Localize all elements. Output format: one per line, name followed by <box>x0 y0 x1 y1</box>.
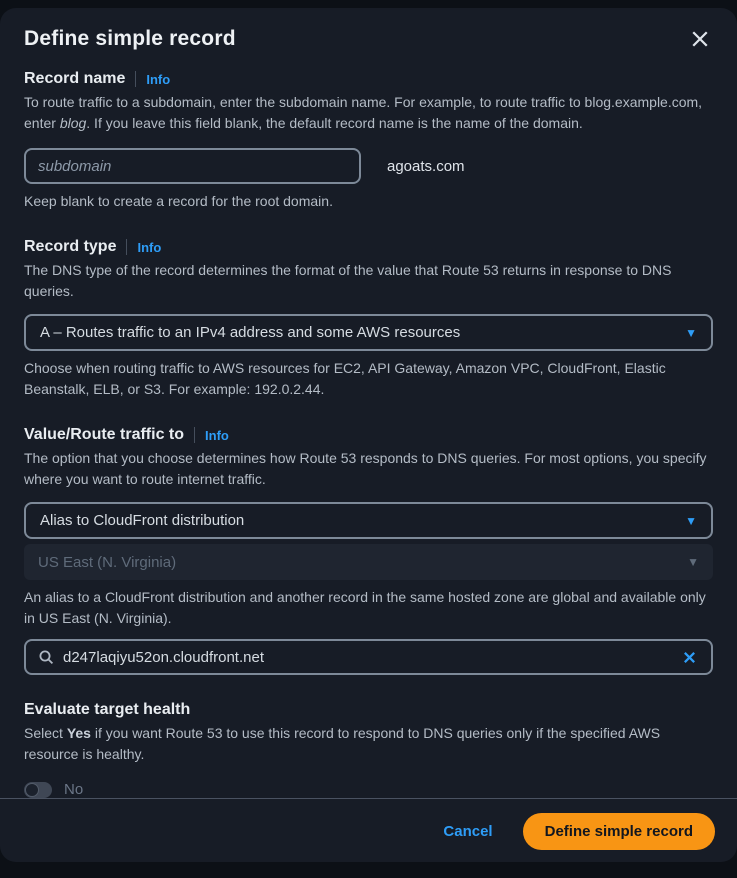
evaluate-health-label-row <box>24 701 713 719</box>
evaluate-health-description <box>24 723 713 765</box>
route-traffic-info-link[interactable]: Info <box>205 427 229 443</box>
record-type-label-row <box>24 238 713 256</box>
evaluate-health-desc-bold: Yes <box>66 725 91 741</box>
evaluate-health-desc-post: if you want Route 53 to use this record to respond to DNS queries only if the specified AWS resource is healthy. <box>24 725 661 762</box>
record-name-section <box>24 70 713 212</box>
region-select-disabled <box>24 544 713 580</box>
record-name-info-link[interactable]: Info <box>146 71 171 87</box>
region-selected-value: US East (N. Virginia) <box>38 553 177 571</box>
chevron-down-icon: ▼ <box>685 513 697 528</box>
record-name-description <box>24 92 713 134</box>
clear-x-icon <box>682 650 697 665</box>
toggle-knob-icon <box>25 783 39 797</box>
define-simple-record-dialog <box>0 8 737 862</box>
record-name-input-row <box>24 148 713 184</box>
record-type-description: The DNS type of the record determines the format of the value that Route 53 returns in response to DNS queries. <box>24 262 672 299</box>
record-name-hint: Keep blank to create a record for the root domain. <box>24 193 333 209</box>
record-name-desc-em: blog <box>59 115 87 131</box>
chevron-down-icon: ▼ <box>685 325 697 340</box>
record-name-desc-post: . If you leave this field blank, the default record name is the name of the domain. <box>86 115 583 131</box>
record-name-desc-pre: To route traffic to a subdomain, enter the subdomain name. For example, to route traffic to blog.example.com, enter <box>24 94 703 131</box>
route-traffic-description: The option that you choose determines how Route 53 responds to DNS queries. For most options, you specify where you want to route internet traffic. <box>24 450 707 487</box>
label-divider <box>194 427 195 443</box>
evaluate-health-toggle[interactable] <box>24 782 52 798</box>
domain-suffix: agoats.com <box>387 157 465 175</box>
dialog-body <box>0 58 737 798</box>
route-traffic-label-row <box>24 426 713 444</box>
chevron-down-icon: ▼ <box>687 555 699 569</box>
record-type-select[interactable] <box>24 314 713 351</box>
close-icon <box>691 30 709 48</box>
route-traffic-select[interactable] <box>24 502 713 539</box>
clear-search-button[interactable] <box>680 648 699 667</box>
record-type-section <box>24 238 713 400</box>
record-type-hint: Choose when routing traffic to AWS resources for EC2, API Gateway, Amazon VPC, CloudFront, Elastic Beanstalk, ELB, or S3. For example: 192.0.2.44. <box>24 360 666 397</box>
dialog-footer <box>0 798 737 868</box>
distribution-search-box <box>24 639 713 675</box>
define-simple-record-button[interactable]: Define simple record <box>523 813 715 850</box>
evaluate-health-toggle-row <box>24 781 713 798</box>
record-type-info-link[interactable]: Info <box>137 239 162 255</box>
search-icon <box>38 649 54 665</box>
evaluate-health-desc-pre: Select <box>24 725 67 741</box>
route-traffic-hint: An alias to a CloudFront distribution and another record in the same hosted zone are global and available only in US East (N. Virginia). <box>24 589 706 626</box>
evaluate-health-section <box>24 701 713 798</box>
dialog-header <box>0 8 737 58</box>
dialog-title: Define simple record <box>24 27 236 50</box>
label-divider <box>126 239 127 255</box>
toggle-state-label: No <box>64 781 84 798</box>
close-button[interactable] <box>687 26 713 52</box>
route-traffic-section <box>24 426 713 675</box>
label-divider <box>135 71 136 87</box>
record-name-label-row <box>24 70 713 88</box>
route-traffic-label: Value/Route traffic to <box>24 426 185 443</box>
record-name-label: Record name <box>24 70 126 87</box>
distribution-search-input[interactable] <box>63 649 680 666</box>
record-type-label: Record type <box>24 238 117 255</box>
evaluate-health-label: Evaluate target health <box>24 701 191 718</box>
subdomain-input[interactable] <box>24 148 361 184</box>
route-traffic-selected-value: Alias to CloudFront distribution <box>40 512 245 529</box>
cancel-button[interactable]: Cancel <box>443 823 493 840</box>
record-type-selected-value: A – Routes traffic to an IPv4 address and some AWS resources <box>40 324 461 341</box>
